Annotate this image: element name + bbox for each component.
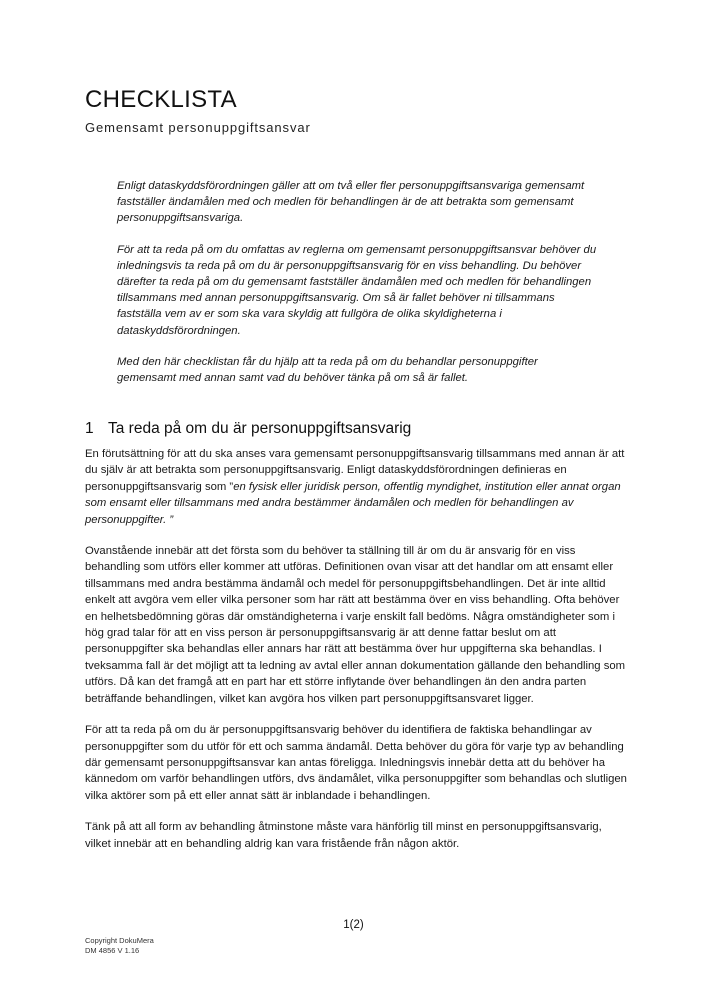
document-subtitle: Gemensamt personuppgiftsansvar bbox=[85, 120, 311, 135]
body-paragraph: För att ta reda på om du är personuppgiftsansvarig behöver du identifiera de faktiska behandlingar av personuppgifter som du utför för ett och samma ändamål. Detta behöver du göra för varje typ av behandling där gemensamt personuppgiftsansvar kan antas föreligga. Inledningsvis innebär detta att du behöver ha kännedom om varför behandlingen utförs, dvs ändamålet, vilka personuppgifter som behandlas och slutligen vilka aktörer som på ett eller annat sätt är inblandade i behandlingen. bbox=[85, 724, 627, 802]
section-number: 1 bbox=[85, 420, 94, 437]
document-title: CHECKLISTA bbox=[85, 86, 237, 113]
section-title: Ta reda på om du är personuppgiftsansvarig bbox=[108, 420, 412, 437]
intro-paragraph: För att ta reda på om du omfattas av reglerna om gemensamt personuppgiftsansvar behöver du inledningsvis ta reda på om du är personuppgiftsansvarig för en viss behandling. Du behöver därefter ta reda på om du gemensamt fastställer ändamålen med och medlen för behandlingen tillsammans med annan personuppgiftsansvarig. Om så är fallet behöver ni tillsammans fastställa vem av er som ska vara skyldig att fullgöra de olika skyldigheterna i dataskyddsförordningen. bbox=[117, 243, 597, 337]
footer-doc-id: DM 4856 V 1.16 bbox=[85, 946, 140, 955]
definition-quote: en fysisk eller juridisk person, offentlig myndighet, institution eller annat organ som ensamt eller tillsammans med andra bestämmer ändamålen och medlen för behandlingen av personuppgifter. ” bbox=[85, 480, 621, 526]
body-paragraph bbox=[85, 446, 627, 528]
paragraph-text: En förutsättning för att du ska anses vara gemensamt personuppgiftsansvarig tillsammans med annan är att du själv är att betrakta som personuppgiftsansvarig. Enligt dataskyddsförordningen definieras en personuppgiftsansvarig som ” bbox=[85, 448, 625, 493]
body-paragraph: Ovanstående innebär att det första som du behöver ta ställning till är om du är ansvarig för en viss behandling som utförs eller kommer att utföras. Definitionen ovan visar att det handlar om att ensamt eller tillsammans med andra bestämma ändamål och medel för personuppgiftsbehandlingen. Det är inte alltid enkelt att avgöra vem eller vilka personer som har rätt att bestämma över en viss behandling. Ofta behöver en helhetsbedömning göras där omständigheterna i varje enskilt fall bedöms. Några omständigheter som i hög grad talar för att en viss person är personuppgiftsansvarig är att denne fattar beslut om att personuppgifter ska behandlas eller annars har rätt att bestämma över hur uppgifterna ska behandlas. I tveksamma fall är det möjligt att ta ledning av avtal eller annan dokumentation gällande den behandling som utförs. Då kan det framgå att en part har ett större inflytande över behandlingen än den andra parten beträffande behandlingen, vilket kan avgöra hos vilken part personuppgiftsansvaret ligger. bbox=[85, 545, 626, 705]
footer bbox=[85, 936, 154, 956]
section-heading bbox=[85, 420, 411, 438]
intro-paragraph: Med den här checklistan får du hjälp att ta reda på om du behandlar personuppgifter gemensamt med annan samt vad du behöver tänka på om så är fallet. bbox=[117, 355, 538, 385]
intro-paragraph: Enligt dataskyddsförordningen gäller att om två eller fler personuppgiftsansvariga gemensamt fastställer ändamålen med och medlen för behandlingen är de att betrakta som gemensamt personuppgiftsansvariga. bbox=[117, 180, 585, 225]
intro-block bbox=[117, 178, 597, 401]
footer-copyright: Copyright DokuMera bbox=[85, 936, 154, 945]
page-number: 1(2) bbox=[343, 919, 364, 931]
body-paragraph: Tänk på att all form av behandling åtminstone måste vara hänförlig till minst en personuppgiftsansvarig, vilket innebär att en behandling aldrig kan vara fristående från någon aktör. bbox=[85, 821, 602, 850]
section-body bbox=[85, 446, 627, 867]
